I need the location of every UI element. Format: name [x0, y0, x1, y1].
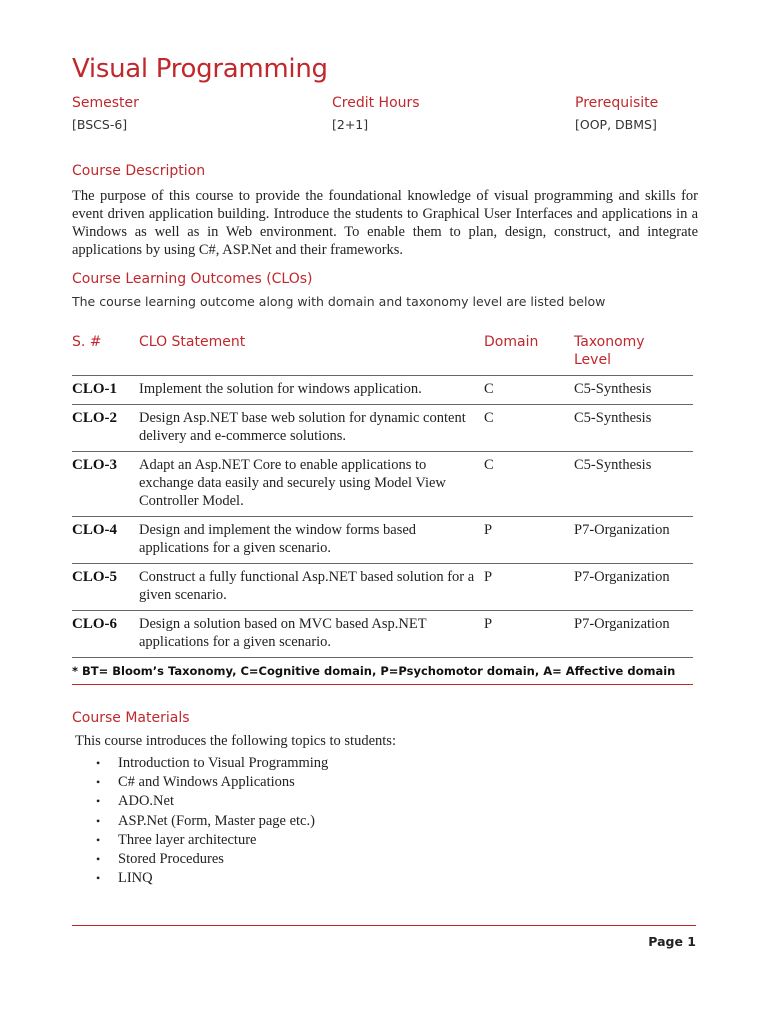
clo-domain: C [484, 405, 574, 452]
prerequisite-label: Prerequisite [575, 95, 659, 111]
clo-table [72, 331, 693, 685]
list-item-text: LINQ [118, 870, 153, 887]
footnote-row [72, 658, 693, 685]
clo-taxonomy: C5-Synthesis [574, 376, 693, 405]
clo-taxonomy: P7-Organization [574, 564, 693, 611]
list-item-text: Introduction to Visual Programming [118, 755, 329, 771]
clo-id: CLO-6 [72, 611, 139, 658]
header-clo-statement: CLO Statement [139, 331, 484, 376]
table-row [72, 611, 693, 658]
semester-label: Semester [72, 95, 139, 111]
bullet-icon: • [96, 871, 101, 886]
clo-statement: Implement the solution for windows application. [139, 376, 484, 405]
clo-id: CLO-5 [72, 564, 139, 611]
table-row [72, 517, 693, 564]
credit-hours-value: [2+1] [332, 117, 369, 132]
clo-table-header-row [72, 331, 693, 376]
clo-domain: P [484, 564, 574, 611]
list-item [96, 792, 328, 811]
page-number: Page 1 [648, 934, 696, 949]
list-item [96, 754, 328, 773]
clo-domain: P [484, 517, 574, 564]
clo-domain: C [484, 376, 574, 405]
list-item-text: Three layer architecture [118, 831, 257, 848]
clo-statement: Design Asp.NET base web solution for dynamic content delivery and e-commerce solutions. [139, 405, 484, 452]
list-item-text: ASP.Net (Form, Master page etc.) [118, 812, 315, 829]
bullet-icon: • [96, 852, 101, 867]
clo-statement: Construct a fully functional Asp.NET based solution for a given scenario. [139, 564, 484, 611]
table-row [72, 405, 693, 452]
semester-value: [BSCS-6] [72, 117, 128, 132]
clo-id: CLO-2 [72, 405, 139, 452]
clo-id: CLO-1 [72, 376, 139, 405]
clo-intro-text: The course learning outcome along with domain and taxonomy level are listed below [72, 294, 606, 309]
course-materials-list [96, 754, 328, 888]
clo-id: CLO-4 [72, 517, 139, 564]
header-domain: Domain [484, 331, 574, 376]
list-item [96, 812, 328, 831]
header-sno: S. # [72, 331, 139, 376]
course-description-text: The purpose of this course to provide the foundational knowledge of visual programming and skills for event driven application building. Introduce the students to Graphical User Interfaces and applications in a Windows as well as in Web environment. To enable them to plan, design, construct, and integrate applications by using C#, ASP.Net and their frameworks. [72, 188, 698, 258]
prerequisite-value: [OOP, DBMS] [575, 117, 657, 132]
bullet-icon: • [96, 832, 101, 847]
clo-statement: Design and implement the window forms based applications for a given scenario. [139, 517, 484, 564]
clo-taxonomy: P7-Organization [574, 517, 693, 564]
list-item-text: ADO.Net [118, 793, 174, 810]
prerequisite-block [575, 95, 658, 132]
clo-id: CLO-3 [72, 452, 139, 517]
footer-divider [72, 925, 696, 926]
bullet-icon: • [96, 813, 101, 828]
clo-taxonomy: C5-Synthesis [574, 405, 693, 452]
semester-block [72, 95, 139, 132]
list-item [96, 773, 328, 792]
list-item-text: C# and Windows Applications [118, 774, 295, 791]
clo-statement: Adapt an Asp.NET Core to enable applications to exchange data easily and securely using Model View Controller Model. [139, 452, 484, 517]
clo-domain: C [484, 452, 574, 517]
course-description-heading: Course Description [72, 163, 206, 179]
credit-hours-block [332, 95, 420, 132]
clo-heading: Course Learning Outcomes (CLOs) [72, 271, 313, 287]
list-item [96, 831, 328, 850]
clo-taxonomy: P7-Organization [574, 611, 693, 658]
credit-hours-label: Credit Hours [332, 95, 420, 111]
bullet-icon: • [96, 794, 101, 809]
course-materials-intro: This course introduces the following topics to students: [75, 733, 396, 749]
list-item-text: Stored Procedures [118, 851, 224, 868]
list-item [96, 869, 328, 888]
table-row [72, 376, 693, 405]
course-materials-heading: Course Materials [72, 710, 190, 726]
bullet-icon: • [96, 775, 101, 790]
document-title: Visual Programming [72, 54, 328, 84]
taxonomy-footnote: * BT= Bloom’s Taxonomy, C=Cognitive domain, P=Psychomotor domain, A= Affective domain [72, 658, 693, 685]
table-row [72, 564, 693, 611]
bullet-icon: • [96, 756, 101, 770]
clo-domain: P [484, 611, 574, 658]
list-item [96, 850, 328, 869]
clo-taxonomy: C5-Synthesis [574, 452, 693, 517]
clo-statement: Design a solution based on MVC based Asp.NET applications for a given scenario. [139, 611, 484, 658]
header-taxonomy-level: Taxonomy Level [574, 331, 693, 376]
table-row [72, 452, 693, 517]
